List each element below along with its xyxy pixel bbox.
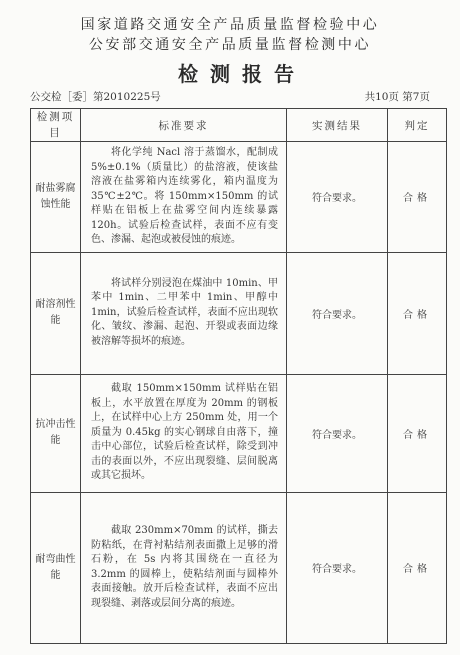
test-item: 耐溶剂性能 bbox=[31, 252, 81, 374]
requirement-cell bbox=[81, 374, 287, 492]
verdict-cell: 合格 bbox=[388, 142, 447, 253]
requirement-cell bbox=[81, 142, 287, 253]
report-number: 公交检［委］第2010225号 bbox=[30, 91, 161, 103]
requirement-text: 截取 230mm×70mm 的试样，撕去防粘纸，在背衬粘结剂表面撒上足够的滑石粉，在 5s 内将其围绕在一直径为 3.2mm 的圆棒上，使粘结剂面与圆棒外表面接触。放开后检查试样，表面不应出现裂缝、剥落或层间分离的痕迹。 bbox=[91, 525, 278, 609]
column-header-verdict: 判定 bbox=[388, 109, 447, 142]
verdict-cell: 合格 bbox=[388, 374, 447, 492]
page-info: 共10页 第7页 bbox=[364, 91, 430, 103]
requirement-text: 将化学纯 Nacl 溶于蒸馏水，配制成 5%±0.1%（质量比）的盐溶液，使该盐溶液在盐雾箱内连续雾化，箱内温度为 35℃±2℃。将 150mm×150mm 的试样贴在铝板上在盐雾空间内连续暴露 120h。试验后检查试样，表面不应有变色、渗漏、起泡或被侵蚀的痕迹。 bbox=[91, 147, 278, 245]
requirement-cell bbox=[81, 252, 287, 374]
table-row bbox=[31, 142, 447, 253]
center-name-line-1: 国家道路交通安全产品质量监督检验中心 bbox=[80, 17, 380, 33]
table-header-row bbox=[31, 109, 447, 142]
table-row bbox=[31, 492, 447, 643]
result-cell: 符合要求。 bbox=[287, 142, 388, 253]
result-cell: 符合要求。 bbox=[287, 492, 388, 643]
test-item: 抗冲击性能 bbox=[31, 374, 81, 492]
center-name-line-2: 公安部交通安全产品质量监督检测中心 bbox=[88, 37, 372, 53]
verdict-cell: 合格 bbox=[388, 252, 447, 374]
requirement-cell bbox=[81, 492, 287, 643]
column-header-item: 检测项目 bbox=[31, 109, 81, 142]
report-title: 检测报告 bbox=[178, 62, 306, 86]
result-cell: 符合要求。 bbox=[287, 252, 388, 374]
test-item: 耐弯曲性能 bbox=[31, 492, 81, 643]
test-item: 耐盐雾腐蚀性能 bbox=[31, 142, 81, 253]
column-header-requirement: 标准要求 bbox=[81, 109, 287, 142]
table-row bbox=[31, 374, 447, 492]
result-cell: 符合要求。 bbox=[287, 374, 388, 492]
requirement-text: 截取 150mm×150mm 试样贴在铝板上，水平放置在厚度为 20mm 的钢板上，在试样中心上方 250mm 处，用一个质量为 0.45kg 的实心钢球自由落下，撞击中心部位，试验后检查试样，除受到冲击的表面以外，不应出现裂缝、层间脱离或其它损坏。 bbox=[91, 383, 278, 482]
test-results-table bbox=[30, 108, 447, 644]
column-header-result: 实测结果 bbox=[287, 109, 388, 142]
requirement-text: 将试样分别浸泡在煤油中 10min、甲苯中 1min、二甲苯中 1min、甲醇中 1min，试验后检查试样，表面不应出现软化、皱纹、渗漏、起泡、开裂或表面边缘被溶解等损坏的痕迹。 bbox=[91, 277, 278, 347]
verdict-cell: 合格 bbox=[388, 492, 447, 643]
table-row bbox=[31, 252, 447, 374]
